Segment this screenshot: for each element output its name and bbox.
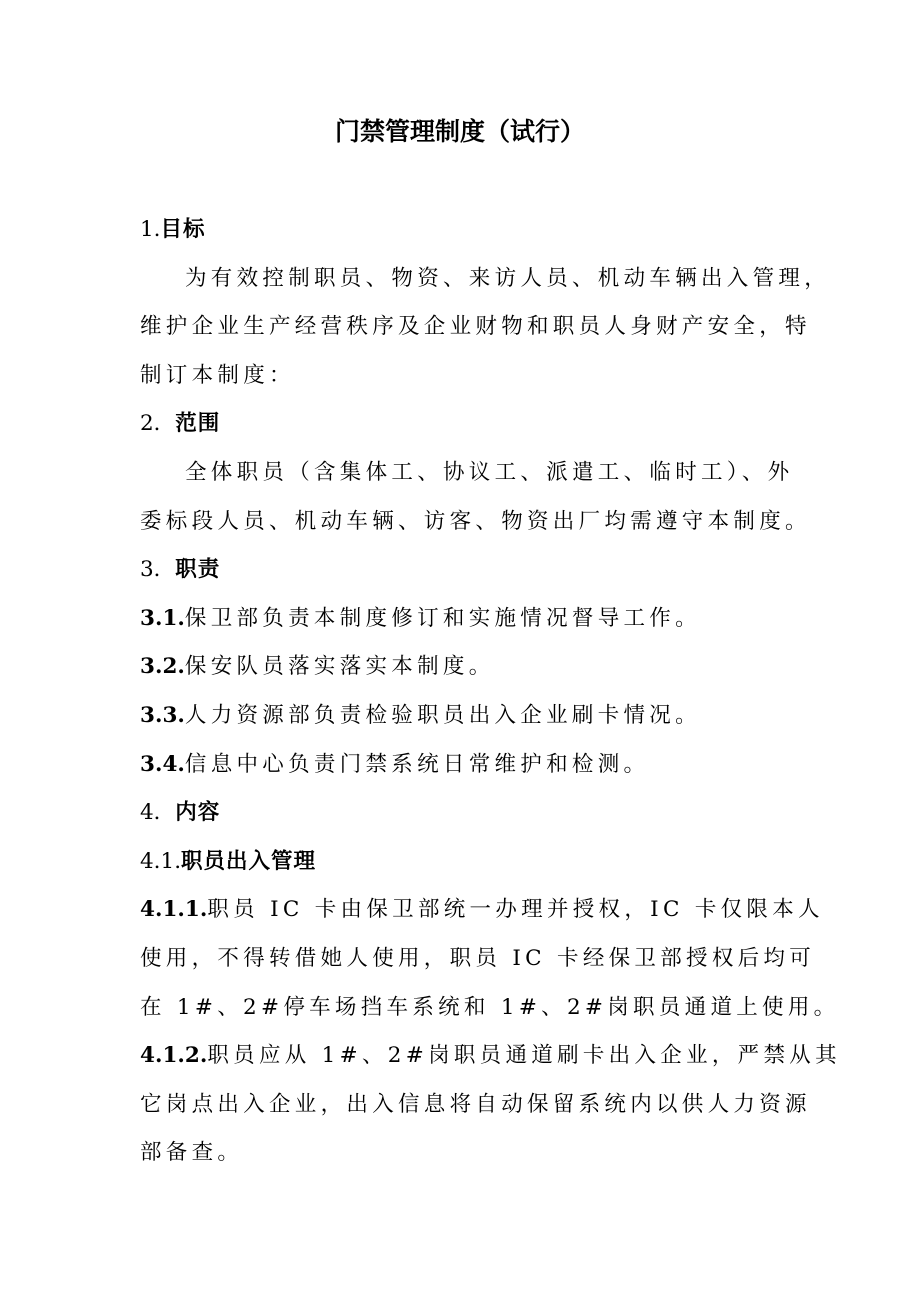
section-heading-goal bbox=[140, 206, 785, 255]
item-number: 3.2. bbox=[140, 654, 185, 680]
subsection-heading-staff-access bbox=[140, 838, 785, 887]
item-number: 3.3. bbox=[140, 702, 185, 728]
section-number: 4． bbox=[140, 800, 176, 826]
responsibility-item bbox=[140, 643, 785, 692]
responsibility-item bbox=[140, 741, 785, 790]
item-text: 保卫部负责本制度修订和实施情况督导工作。 bbox=[184, 605, 701, 631]
section-number: 2． bbox=[140, 411, 176, 437]
section-heading-scope bbox=[140, 400, 785, 449]
clause-line bbox=[140, 886, 824, 935]
section-heading-responsibilities bbox=[140, 546, 785, 595]
subsection-number: 4.1. bbox=[140, 848, 182, 874]
item-text: 人力资源部负责检验职员出入企业刷卡情况。 bbox=[184, 702, 701, 728]
paragraph-line: 全体职员（含集体工、协议工、派遣工、临时工）、外 bbox=[185, 459, 794, 485]
section-title: 范围 bbox=[175, 411, 221, 437]
clause-line: 在 1#、2#停车场挡车系统和 1#、2#岗职员通道上使用。 bbox=[140, 994, 840, 1020]
section-title: 内容 bbox=[175, 800, 221, 826]
paragraph-line: 制订本制度： bbox=[140, 362, 295, 388]
paragraph-line: 维护企业生产经营秩序及企业财物和职员人身财产安全，特 bbox=[140, 314, 811, 340]
clause-line: 它岗点出入企业，出入信息将自动保留系统内以供人力资源 bbox=[140, 1091, 811, 1117]
responsibility-item bbox=[140, 692, 785, 741]
clause-number: 4.1.1. bbox=[140, 897, 208, 923]
subsection-title: 职员出入管理 bbox=[181, 848, 317, 874]
section-heading-content bbox=[140, 789, 785, 838]
item-number: 3.1. bbox=[140, 605, 185, 631]
item-text: 保安队员落实落实本制度。 bbox=[184, 654, 495, 680]
clause-line: 使用，不得转借她人使用，职员 IC 卡经保卫部授权后均可 bbox=[140, 945, 816, 971]
clause-text: 职员应从 1#、2#岗职员通道刷卡出入企业，严禁从其 bbox=[207, 1043, 841, 1069]
document-title: 门禁管理制度（试行） bbox=[334, 117, 585, 146]
item-text: 信息中心负责门禁系统日常维护和检测。 bbox=[184, 751, 650, 777]
document-body bbox=[140, 206, 841, 1178]
responsibility-item bbox=[140, 595, 785, 644]
paragraph-line: 委标段人员、机动车辆、访客、物资出厂均需遵守本制度。 bbox=[140, 508, 811, 534]
section-number: 1. bbox=[140, 217, 161, 242]
section-number: 3． bbox=[140, 557, 176, 583]
clause-line: 部备查。 bbox=[140, 1140, 244, 1166]
section-title: 目标 bbox=[160, 217, 206, 242]
clause-number: 4.1.2. bbox=[140, 1043, 208, 1069]
item-number: 3.4. bbox=[140, 751, 185, 777]
section-title: 职责 bbox=[175, 557, 221, 583]
clause-line bbox=[140, 1032, 841, 1081]
paragraph-line: 为有效控制职员、物资、来访人员、机动车辆出入管理， bbox=[185, 265, 831, 291]
clause-text: 职员 IC 卡由保卫部统一办理并授权，IC 卡仅限本人 bbox=[207, 897, 824, 923]
